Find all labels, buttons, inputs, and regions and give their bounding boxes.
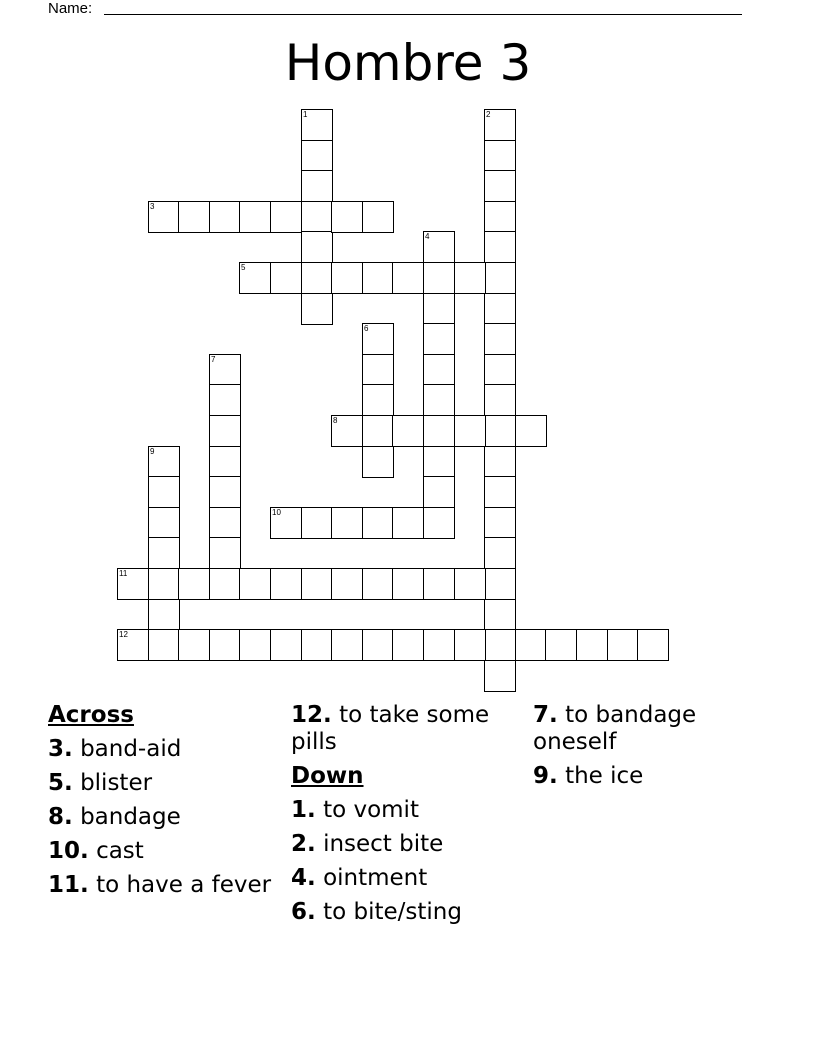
grid-cell[interactable]	[148, 568, 180, 600]
grid-cell[interactable]	[362, 415, 394, 447]
grid-cell[interactable]	[148, 537, 180, 569]
grid-cell[interactable]	[392, 507, 424, 539]
grid-cell[interactable]	[484, 415, 516, 447]
cell-number: 4	[425, 232, 430, 241]
grid-cell[interactable]	[148, 446, 180, 478]
grid-cell[interactable]	[454, 568, 486, 600]
grid-cell[interactable]	[362, 323, 394, 355]
grid-cell[interactable]	[301, 201, 333, 233]
grid-cell[interactable]	[331, 415, 363, 447]
clue-number: 1.	[291, 797, 316, 823]
grid-cell[interactable]	[484, 293, 516, 325]
grid-cell[interactable]	[209, 446, 241, 478]
grid-cell[interactable]	[423, 231, 455, 263]
clue-text: blister	[80, 770, 153, 796]
grid-cell[interactable]	[423, 323, 455, 355]
cell-number: 3	[150, 202, 155, 211]
grid-cell[interactable]	[423, 415, 455, 447]
grid-cell[interactable]	[607, 629, 639, 661]
grid-cell[interactable]	[117, 629, 149, 661]
grid-cell[interactable]	[148, 599, 180, 631]
clue-text: to have a fever	[96, 872, 272, 898]
grid-cell[interactable]	[576, 629, 608, 661]
clue-number: 10.	[48, 838, 89, 864]
grid-cell[interactable]	[484, 507, 516, 539]
clue-text: insect bite	[323, 831, 444, 857]
grid-cell[interactable]	[454, 415, 486, 447]
grid-cell[interactable]	[239, 629, 271, 661]
grid-cell[interactable]	[392, 629, 424, 661]
grid-cell[interactable]	[270, 568, 302, 600]
clue-number: 11.	[48, 872, 89, 898]
clue-text: ointment	[323, 865, 428, 891]
down-heading: Down	[291, 763, 364, 789]
grid-cell[interactable]	[484, 109, 516, 141]
grid-cell[interactable]	[148, 629, 180, 661]
grid-cell[interactable]	[423, 446, 455, 478]
grid-cell[interactable]	[209, 629, 241, 661]
grid-cell[interactable]	[148, 201, 180, 233]
puzzle-title: Hombre 3	[284, 34, 532, 92]
cell-number: 10	[272, 508, 281, 517]
grid-cell[interactable]	[270, 262, 302, 294]
grid-cell[interactable]	[515, 415, 547, 447]
clue-down-1	[291, 797, 523, 824]
clue-text: bandage	[80, 804, 181, 830]
grid-cell[interactable]	[484, 599, 516, 631]
grid-cell[interactable]	[545, 629, 577, 661]
grid-cell[interactable]	[209, 476, 241, 508]
grid-cell[interactable]	[178, 201, 210, 233]
clue-down-2	[291, 831, 523, 858]
grid-cell[interactable]	[484, 201, 516, 233]
grid-cell[interactable]	[484, 262, 516, 294]
clue-number: 3.	[48, 736, 73, 762]
grid-cell[interactable]	[301, 629, 333, 661]
grid-cell[interactable]	[484, 323, 516, 355]
grid-cell[interactable]	[362, 262, 394, 294]
name-label: Name:	[48, 0, 93, 17]
grid-cell[interactable]	[392, 262, 424, 294]
grid-cell[interactable]	[209, 537, 241, 569]
clues-column-3	[533, 702, 763, 797]
cell-number: 9	[150, 447, 155, 456]
grid-cell[interactable]	[484, 231, 516, 263]
grid-cell[interactable]	[148, 507, 180, 539]
grid-cell[interactable]	[301, 140, 333, 172]
grid-cell[interactable]	[423, 568, 455, 600]
grid-cell[interactable]	[209, 415, 241, 447]
across-heading: Across	[48, 702, 134, 728]
grid-cell[interactable]	[209, 201, 241, 233]
grid-cell[interactable]	[484, 568, 516, 600]
grid-cell[interactable]	[301, 262, 333, 294]
clue-number: 2.	[291, 831, 316, 857]
clue-number: 8.	[48, 804, 73, 830]
grid-cell[interactable]	[392, 568, 424, 600]
grid-cell[interactable]	[148, 476, 180, 508]
grid-cell[interactable]	[484, 629, 516, 661]
grid-cell[interactable]	[392, 415, 424, 447]
clue-across-10	[48, 838, 278, 865]
grid-cell[interactable]	[484, 446, 516, 478]
clue-number: 9.	[533, 763, 558, 789]
grid-cell[interactable]	[209, 354, 241, 386]
clue-down-6	[291, 899, 523, 926]
grid-cell[interactable]	[484, 476, 516, 508]
clue-text: to vomit	[323, 797, 419, 823]
grid-cell[interactable]	[178, 629, 210, 661]
grid-cell[interactable]	[331, 201, 363, 233]
grid-cell[interactable]	[270, 629, 302, 661]
clue-text: to bite/sting	[323, 899, 462, 925]
cell-number: 1	[303, 110, 308, 119]
clue-text: to take some pills	[291, 702, 490, 755]
grid-cell[interactable]	[239, 201, 271, 233]
clue-number: 5.	[48, 770, 73, 796]
grid-cell[interactable]	[484, 537, 516, 569]
clue-across-3	[48, 736, 278, 763]
clue-number: 7.	[533, 702, 558, 728]
grid-cell[interactable]	[331, 568, 363, 600]
grid-cell[interactable]	[362, 384, 394, 416]
grid-cell[interactable]	[637, 629, 669, 661]
grid-cell[interactable]	[362, 629, 394, 661]
grid-cell[interactable]	[362, 354, 394, 386]
grid-cell[interactable]	[423, 262, 455, 294]
clue-number: 6.	[291, 899, 316, 925]
clues-column-2	[291, 702, 523, 933]
clue-down-4	[291, 865, 523, 892]
clue-number: 4.	[291, 865, 316, 891]
grid-cell[interactable]	[484, 384, 516, 416]
grid-cell[interactable]	[331, 507, 363, 539]
grid-cell[interactable]	[454, 629, 486, 661]
grid-cell[interactable]	[117, 568, 149, 600]
cell-number: 5	[241, 263, 246, 272]
clues-column-1	[48, 702, 278, 906]
grid-cell[interactable]	[454, 262, 486, 294]
grid-cell[interactable]	[209, 507, 241, 539]
grid-cell[interactable]	[209, 568, 241, 600]
grid-cell[interactable]	[423, 476, 455, 508]
grid-cell[interactable]	[301, 109, 333, 141]
clue-down-7	[533, 702, 763, 756]
grid-cell[interactable]	[178, 568, 210, 600]
cell-number: 12	[119, 630, 128, 639]
grid-cell[interactable]	[331, 262, 363, 294]
grid-cell[interactable]	[423, 629, 455, 661]
clue-across-8	[48, 804, 278, 831]
grid-cell[interactable]	[301, 293, 333, 325]
cell-number: 6	[364, 324, 369, 333]
grid-cell[interactable]	[362, 568, 394, 600]
cell-number: 8	[333, 416, 338, 425]
grid-cell[interactable]	[484, 354, 516, 386]
grid-cell[interactable]	[301, 568, 333, 600]
clue-text: band-aid	[80, 736, 182, 762]
grid-cell[interactable]	[301, 170, 333, 202]
grid-cell[interactable]	[331, 629, 363, 661]
clue-across-11	[48, 872, 278, 899]
cell-number: 7	[211, 355, 216, 364]
grid-cell[interactable]	[270, 507, 302, 539]
grid-cell[interactable]	[270, 201, 302, 233]
grid-cell[interactable]	[423, 293, 455, 325]
grid-cell[interactable]	[301, 231, 333, 263]
clue-text: cast	[96, 838, 144, 864]
grid-cell[interactable]	[362, 446, 394, 478]
grid-cell[interactable]	[484, 140, 516, 172]
grid-cell[interactable]	[515, 629, 547, 661]
clue-text: to bandage oneself	[533, 702, 697, 755]
grid-cell[interactable]	[484, 170, 516, 202]
cell-number: 2	[486, 110, 491, 119]
clue-down-9	[533, 763, 763, 790]
grid-cell[interactable]	[423, 354, 455, 386]
grid-cell[interactable]	[423, 384, 455, 416]
clue-across-5	[48, 770, 278, 797]
grid-cell[interactable]	[362, 507, 394, 539]
cell-number: 11	[119, 569, 128, 578]
grid-cell[interactable]	[484, 660, 516, 692]
grid-cell[interactable]	[301, 507, 333, 539]
grid-cell[interactable]	[239, 568, 271, 600]
grid-cell[interactable]	[362, 201, 394, 233]
grid-cell[interactable]	[239, 262, 271, 294]
clue-text: the ice	[565, 763, 644, 789]
grid-cell[interactable]	[423, 507, 455, 539]
clue-across-12	[291, 702, 523, 756]
grid-cell[interactable]	[209, 384, 241, 416]
clue-number: 12.	[291, 702, 332, 728]
